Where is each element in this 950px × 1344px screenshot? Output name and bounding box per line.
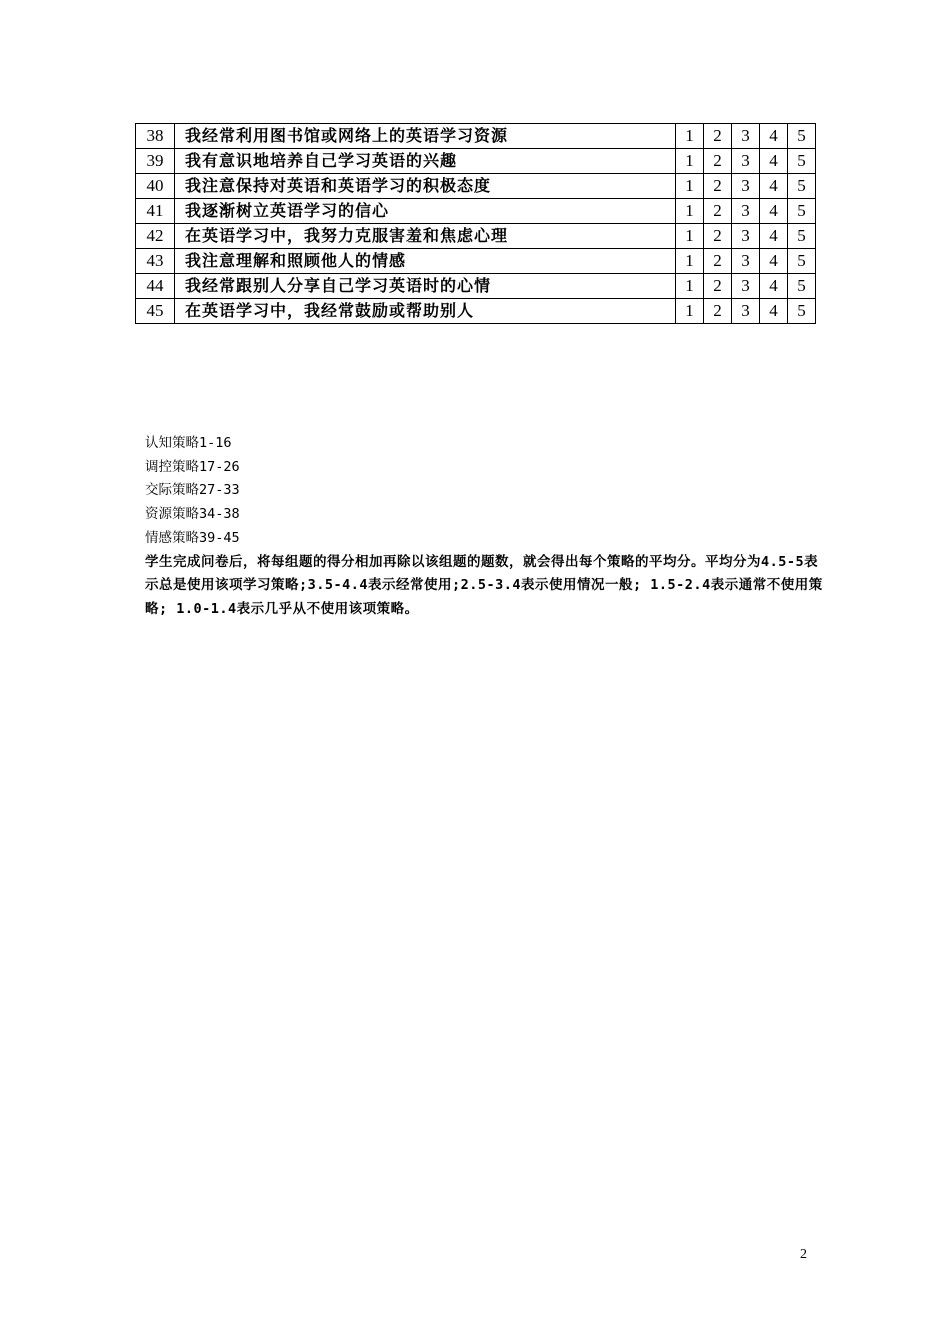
- score-option-3[interactable]: 3: [732, 149, 760, 174]
- item-number: 42: [136, 224, 175, 249]
- score-option-2[interactable]: 2: [704, 224, 732, 249]
- score-option-1[interactable]: 1: [676, 149, 704, 174]
- score-option-5[interactable]: 5: [788, 249, 816, 274]
- score-option-2[interactable]: 2: [704, 274, 732, 299]
- score-option-4[interactable]: 4: [760, 224, 788, 249]
- score-option-4[interactable]: 4: [760, 174, 788, 199]
- score-option-2[interactable]: 2: [704, 199, 732, 224]
- table-row: [136, 299, 816, 324]
- score-option-4[interactable]: 4: [760, 274, 788, 299]
- strategy-notes: [145, 432, 825, 622]
- score-option-1[interactable]: 1: [676, 299, 704, 324]
- score-option-2[interactable]: 2: [704, 124, 732, 149]
- item-statement: 我注意保持对英语和英语学习的积极态度: [175, 174, 676, 199]
- score-option-4[interactable]: 4: [760, 299, 788, 324]
- item-statement: 我经常跟别人分享自己学习英语时的心情: [175, 274, 676, 299]
- scoring-explanation: 学生完成问卷后，将每组题的得分相加再除以该组题的题数，就会得出每个策略的平均分。平均分为4.5-5表示总是使用该项学习策略;3.5-4.4表示经常使用;2.5-3.4表示使用情况一般; 1.5-2.4表示通常不使用策略; 1.0-1.4表示几乎从不使用该项策略。: [145, 553, 823, 617]
- page-number: 2: [800, 1247, 807, 1262]
- item-statement: 我注意理解和照顾他人的情感: [175, 249, 676, 274]
- score-option-5[interactable]: 5: [788, 299, 816, 324]
- score-option-3[interactable]: 3: [732, 174, 760, 199]
- score-option-3[interactable]: 3: [732, 199, 760, 224]
- score-option-5[interactable]: 5: [788, 174, 816, 199]
- item-number: 39: [136, 149, 175, 174]
- strategy-line-regulation: 调控策略17-26: [145, 458, 240, 475]
- table-row: [136, 149, 816, 174]
- score-option-5[interactable]: 5: [788, 199, 816, 224]
- item-number: 44: [136, 274, 175, 299]
- score-option-3[interactable]: 3: [732, 249, 760, 274]
- strategy-line-cognitive: 认知策略1-16: [145, 435, 232, 451]
- strategy-line-communication: 交际策略27-33: [145, 482, 240, 499]
- score-option-1[interactable]: 1: [676, 124, 704, 149]
- table-row: [136, 249, 816, 274]
- score-option-4[interactable]: 4: [760, 199, 788, 224]
- score-option-3[interactable]: 3: [732, 299, 760, 324]
- item-statement: 在英语学习中，我努力克服害羞和焦虑心理: [175, 224, 676, 249]
- item-statement: 在英语学习中，我经常鼓励或帮助别人: [175, 299, 676, 324]
- item-number: 45: [136, 299, 175, 324]
- table-row: [136, 124, 816, 149]
- score-option-1[interactable]: 1: [676, 174, 704, 199]
- score-option-5[interactable]: 5: [788, 274, 816, 299]
- score-option-5[interactable]: 5: [788, 124, 816, 149]
- survey-table-body: [136, 124, 816, 324]
- score-option-1[interactable]: 1: [676, 249, 704, 274]
- score-option-5[interactable]: 5: [788, 149, 816, 174]
- score-option-4[interactable]: 4: [760, 124, 788, 149]
- score-option-1[interactable]: 1: [676, 199, 704, 224]
- strategy-line-affective: 情感策略39-45: [145, 529, 240, 546]
- score-option-2[interactable]: 2: [704, 174, 732, 199]
- score-option-1[interactable]: 1: [676, 224, 704, 249]
- strategy-line-resource: 资源策略34-38: [145, 506, 240, 523]
- table-row: [136, 174, 816, 199]
- survey-table: [135, 123, 816, 324]
- table-row: [136, 224, 816, 249]
- item-number: 38: [136, 124, 175, 149]
- score-option-5[interactable]: 5: [788, 224, 816, 249]
- item-number: 40: [136, 174, 175, 199]
- score-option-3[interactable]: 3: [732, 124, 760, 149]
- score-option-2[interactable]: 2: [704, 299, 732, 324]
- table-row: [136, 274, 816, 299]
- item-statement: 我逐渐树立英语学习的信心: [175, 199, 676, 224]
- item-number: 41: [136, 199, 175, 224]
- score-option-1[interactable]: 1: [676, 274, 704, 299]
- score-option-3[interactable]: 3: [732, 224, 760, 249]
- score-option-2[interactable]: 2: [704, 149, 732, 174]
- item-statement: 我经常利用图书馆或网络上的英语学习资源: [175, 124, 676, 149]
- score-option-4[interactable]: 4: [760, 249, 788, 274]
- score-option-3[interactable]: 3: [732, 274, 760, 299]
- score-option-2[interactable]: 2: [704, 249, 732, 274]
- score-option-4[interactable]: 4: [760, 149, 788, 174]
- item-number: 43: [136, 249, 175, 274]
- item-statement: 我有意识地培养自己学习英语的兴趣: [175, 149, 676, 174]
- table-row: [136, 199, 816, 224]
